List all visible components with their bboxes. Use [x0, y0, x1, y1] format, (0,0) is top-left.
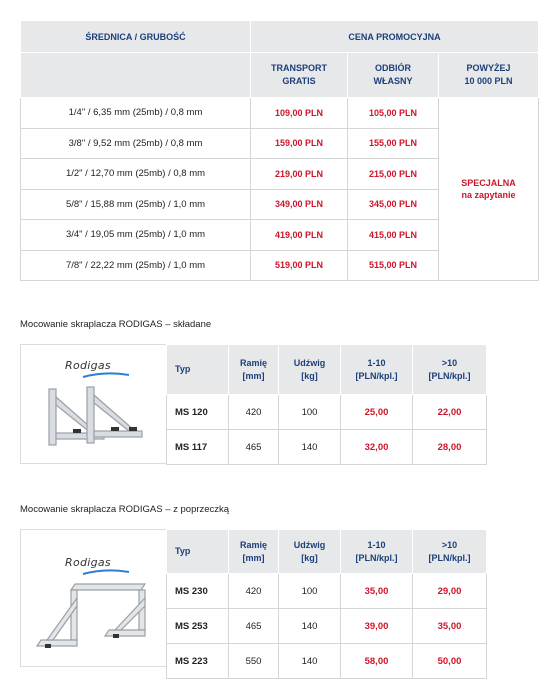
arm-length: 465 — [229, 430, 279, 465]
load-capacity: 140 — [279, 430, 341, 465]
rodigas-logo: Rodigas — [65, 359, 111, 372]
arm-length: 420 — [229, 395, 279, 430]
section-title-crossbar: Mocowanie skraplacza RODIGAS – z poprzeczką — [20, 504, 230, 515]
arm-length: 550 — [229, 644, 279, 679]
pipe-dimension: 7/8" / 22,22 mm (25mb) / 1,0 mm — [21, 250, 251, 281]
table-row — [167, 574, 487, 609]
price-pickup: 415,00 PLN — [348, 220, 439, 251]
arm-length: 420 — [229, 574, 279, 609]
model-code: MS 223 — [167, 644, 229, 679]
price-over-10: 35,00 — [413, 609, 487, 644]
model-code: MS 120 — [167, 395, 229, 430]
table-row — [167, 609, 487, 644]
header-price-1-10: 1-10 [PLN/kpl.] — [341, 345, 413, 395]
header-type: Typ — [167, 345, 229, 395]
model-code: MS 117 — [167, 430, 229, 465]
table-row — [167, 395, 487, 430]
crossbar-bracket-icon — [35, 582, 155, 657]
header-arm: Ramię [mm] — [229, 345, 279, 395]
section-title-foldable: Mocowanie skraplacza RODIGAS – składane — [20, 319, 212, 330]
model-code: MS 253 — [167, 609, 229, 644]
logo-swoosh-icon — [81, 372, 131, 380]
load-capacity: 100 — [279, 574, 341, 609]
product-image-foldable-bracket — [20, 344, 167, 464]
price-1-10: 25,00 — [341, 395, 413, 430]
price-1-10: 32,00 — [341, 430, 413, 465]
pipe-dimension: 3/4" / 19,05 mm (25mb) / 1,0 mm — [21, 220, 251, 251]
price-transport: 419,00 PLN — [251, 220, 348, 251]
header-self-pickup: ODBIÓR WŁASNY — [348, 53, 439, 98]
header-price-1-10: 1-10 [PLN/kpl.] — [341, 530, 413, 574]
price-1-10: 39,00 — [341, 609, 413, 644]
price-over-10: 28,00 — [413, 430, 487, 465]
crossbar-bracket-spec-table — [166, 529, 487, 679]
price-pickup: 155,00 PLN — [348, 128, 439, 159]
price-transport: 519,00 PLN — [251, 250, 348, 281]
header-price-over-10: >10 [PLN/kpl.] — [413, 345, 487, 395]
price-transport: 219,00 PLN — [251, 159, 348, 190]
pipe-dimension: 1/4" / 6,35 mm (25mb) / 0,8 mm — [21, 98, 251, 129]
pipe-dimension: 5/8" / 15,88 mm (25mb) / 1,0 mm — [21, 189, 251, 220]
load-capacity: 140 — [279, 609, 341, 644]
rodigas-logo: Rodigas — [65, 556, 111, 569]
table-row — [167, 430, 487, 465]
price-over-10: 29,00 — [413, 574, 487, 609]
header-load: Udźwig [kg] — [279, 530, 341, 574]
price-1-10: 35,00 — [341, 574, 413, 609]
load-capacity: 100 — [279, 395, 341, 430]
header-empty — [21, 53, 251, 98]
table-row — [167, 644, 487, 679]
product-image-crossbar-bracket — [20, 529, 167, 667]
pipe-dimension: 1/2" / 12,70 mm (25mb) / 0,8 mm — [21, 159, 251, 190]
table-row — [21, 98, 539, 129]
price-transport: 349,00 PLN — [251, 189, 348, 220]
foldable-bracket-spec-table — [166, 344, 487, 465]
header-transport-free: TRANSPORT GRATIS — [251, 53, 348, 98]
header-over-10000: POWYŻEJ 10 000 PLN — [439, 53, 539, 98]
load-capacity: 140 — [279, 644, 341, 679]
header-promo-price: CENA PROMOCYJNA — [251, 21, 539, 53]
price-pickup: 215,00 PLN — [348, 159, 439, 190]
model-code: MS 230 — [167, 574, 229, 609]
header-arm: Ramię [mm] — [229, 530, 279, 574]
price-pickup: 515,00 PLN — [348, 250, 439, 281]
header-type: Typ — [167, 530, 229, 574]
price-over-10: 50,00 — [413, 644, 487, 679]
header-price-over-10: >10 [PLN/kpl.] — [413, 530, 487, 574]
price-pickup: 105,00 PLN — [348, 98, 439, 129]
price-transport: 159,00 PLN — [251, 128, 348, 159]
price-transport: 109,00 PLN — [251, 98, 348, 129]
price-pickup: 345,00 PLN — [348, 189, 439, 220]
special-price-on-request: SPECJALNA na zapytanie — [439, 98, 539, 281]
copper-pipe-price-table — [20, 20, 539, 281]
header-diameter-thickness: ŚREDNICA / GRUBOŚĆ — [21, 21, 251, 53]
price-1-10: 58,00 — [341, 644, 413, 679]
price-over-10: 22,00 — [413, 395, 487, 430]
arm-length: 465 — [229, 609, 279, 644]
foldable-bracket-icon — [39, 385, 149, 455]
pipe-dimension: 3/8" / 9,52 mm (25mb) / 0,8 mm — [21, 128, 251, 159]
logo-swoosh-icon — [81, 569, 131, 577]
header-load: Udźwig [kg] — [279, 345, 341, 395]
